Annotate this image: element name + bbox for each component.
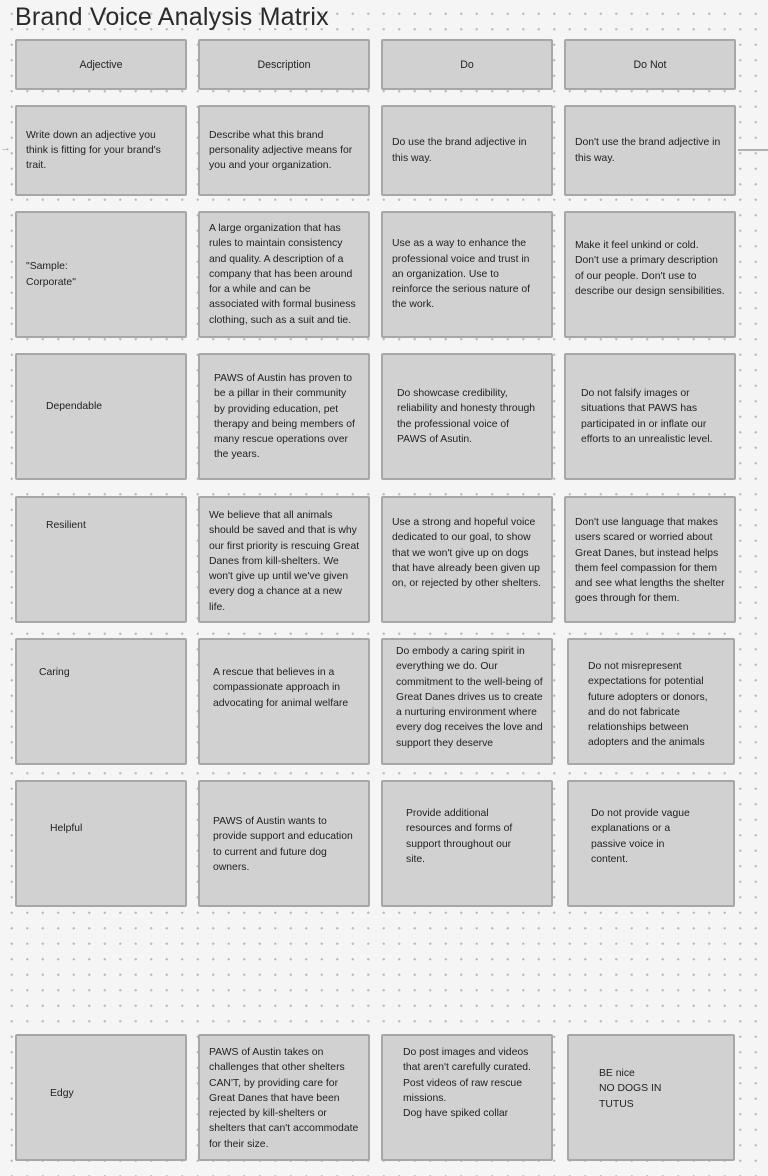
header-description[interactable]: [198, 39, 370, 90]
row-4-do-not-text: Do not misrepresent expectations for potential future adopters or donors, and do not fabricate relationships between adopters and the animals: [588, 661, 708, 749]
row-4-do-card[interactable]: [381, 638, 553, 765]
row-2-do-not-text: Do not falsify images or situations that PAWS has participated in or inflate our efforts to an unrealistic level.: [581, 388, 713, 445]
row-1-do-text: Use as a way to enhance the professional voice and trust in an organization. Use to reinforce the serious nature of the work.: [392, 238, 531, 311]
row-5-do-text: Provide additional resources and forms of support throughout our site.: [406, 808, 513, 865]
row-5-adjective-card[interactable]: [15, 780, 187, 907]
row-0-adjective-text: Write down an adjective you think is fitting for your brand's trait.: [26, 129, 161, 172]
row-4-do-text: Do embody a caring spirit in everything we do. Our commitment to the well-being of Great Danes drives us to create a nurturing environment where every dog receives the love and support they deserve: [396, 646, 543, 749]
row-4-adjective-card[interactable]: [15, 638, 187, 765]
row-0-do-card[interactable]: [381, 105, 553, 196]
row-1-do-not-text: Make it feel unkind or cold. Don't use a primary description of our people. Don't use to describe our design sensibilities.: [575, 240, 725, 297]
row-6-do-not-card[interactable]: [567, 1034, 735, 1161]
row-1-do-card[interactable]: [381, 211, 553, 338]
header-do-not-label: Do Not: [633, 59, 667, 71]
row-1-do-not-card[interactable]: [564, 211, 736, 338]
header-adjective[interactable]: [15, 39, 187, 90]
row-4-description-card[interactable]: [198, 638, 370, 765]
row-3-do-text: Use a strong and hopeful voice dedicated to our goal, to show that we won't give up on dogs that have already been given up on, or rejected by other shelters.: [392, 517, 542, 590]
header-description-label: Description: [257, 59, 311, 71]
row-3-do-not-card[interactable]: [564, 496, 736, 623]
row-2-do-not-card[interactable]: [564, 353, 736, 480]
row-2-adjective-text: Dependable: [46, 401, 103, 412]
row-4-description-text: A rescue that believes in a compassionate approach in advocating for animal welfare: [213, 667, 349, 709]
row-5-do-not-text: Do not provide vague explanations or a passive voice in content.: [591, 808, 690, 865]
connector-line: [738, 149, 768, 151]
row-5-description-card[interactable]: [198, 780, 370, 907]
row-3-description-text: We believe that all animals should be saved and that is why our first priority is rescuing Great Danes from kill-shelters. We won't give up until we've given every dog a chance at a new life.: [209, 510, 360, 613]
row-2-do-card[interactable]: [381, 353, 553, 480]
row-0-do-not-card[interactable]: [564, 105, 736, 196]
row-1-description-card[interactable]: [198, 211, 370, 338]
row-6-description-text: PAWS of Austin takes on challenges that other shelters CAN'T, by providing care for Great Danes that have been rejected by kill-shelters or shelters that can't accommodate for their size.: [209, 1047, 359, 1150]
row-2-adjective-card[interactable]: [15, 353, 187, 480]
row-5-do-card[interactable]: [381, 780, 553, 907]
row-6-adjective-card[interactable]: [15, 1034, 187, 1161]
row-6-do-not-text: BE nice NO DOGS IN TUTUS: [599, 1068, 662, 1110]
row-0-do-not-text: Don't use the brand adjective in this way.: [575, 137, 721, 164]
row-4-adjective-text: Caring: [39, 667, 70, 678]
row-0-description-card[interactable]: [198, 105, 370, 196]
row-1-adjective-text: "Sample: Corporate": [26, 261, 76, 288]
row-2-do-text: Do showcase credibility, reliability and honesty through the professional voice of PAWS of Asutin.: [397, 388, 536, 445]
connector-arrow-icon: →: [0, 142, 11, 154]
row-6-do-text: Do post images and videos that aren't carefully curated. Post videos of raw rescue missions. Dog have spiked collar: [403, 1047, 531, 1120]
row-3-do-card[interactable]: [381, 496, 553, 623]
header-adjective-label: Adjective: [79, 59, 123, 71]
row-2-description-text: PAWS of Austin has proven to be a pillar in their community by providing education, pet therapy and being members of many rescue operations over the years.: [214, 373, 355, 461]
row-1-description-text: A large organization that has rules to maintain consistency and quality. A description of a company that has been around for a while and can be associated with formal business clothing, such as a suit and tie.: [209, 222, 356, 326]
row-3-adjective-card[interactable]: [15, 496, 187, 623]
header-do-not[interactable]: [564, 39, 736, 90]
row-3-adjective-text: Resilient: [46, 520, 86, 531]
row-5-adjective-text: Helpful: [50, 823, 83, 834]
header-do[interactable]: [381, 39, 553, 90]
row-5-description-text: PAWS of Austin wants to provide support and education to current and future dog owners.: [213, 816, 353, 873]
row-4-do-not-card[interactable]: [567, 638, 735, 765]
page-title: Brand Voice Analysis Matrix: [15, 3, 329, 31]
row-6-adjective-text: Edgy: [50, 1088, 74, 1099]
row-2-description-card[interactable]: [198, 353, 370, 480]
row-5-do-not-card[interactable]: [567, 780, 735, 907]
row-0-description-text: Describe what this brand personality adjective means for you and your organization.: [209, 129, 353, 172]
row-6-do-card[interactable]: [381, 1034, 553, 1161]
row-3-do-not-text: Don't use language that makes users scared or worried about Great Danes, but instead helps them feel compassion for them and see what lengths the shelter goes through for them.: [575, 517, 725, 605]
row-6-description-card[interactable]: [198, 1034, 370, 1161]
header-do-label: Do: [460, 59, 474, 71]
row-0-adjective-card[interactable]: [15, 105, 187, 196]
row-0-do-text: Do use the brand adjective in this way.: [392, 137, 527, 164]
row-1-adjective-card[interactable]: [15, 211, 187, 338]
row-3-description-card[interactable]: [198, 496, 370, 623]
